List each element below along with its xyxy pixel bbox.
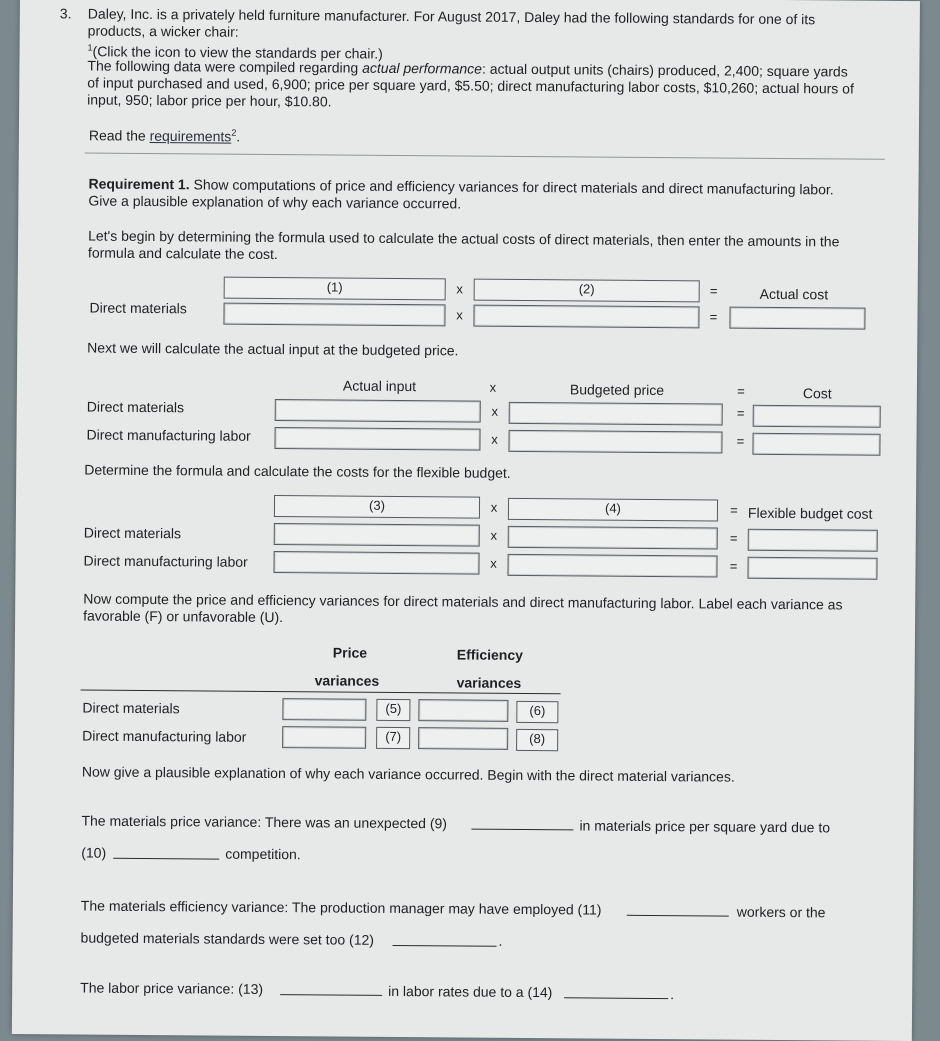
p1-text-d: competition. (225, 845, 301, 863)
p3-text-c: . (670, 986, 675, 1003)
times-sign: x (456, 281, 464, 297)
p2-text-b: workers or the (736, 903, 826, 921)
formula-select-3[interactable]: (3) (274, 495, 480, 519)
read-requirements: Read the requirements$^2$. (88, 127, 241, 145)
blank-9[interactable] (471, 829, 573, 831)
flexible-budget-cost-label: Flexible budget cost (747, 504, 873, 522)
dm-cost-field[interactable] (753, 405, 881, 428)
dm-row-label: Direct materials (83, 524, 182, 542)
times-sign: x (489, 379, 497, 395)
dm-flex-price-field[interactable] (508, 526, 718, 550)
col-price-header-2: variances (314, 672, 380, 689)
dm-actual-price-field[interactable] (473, 305, 699, 329)
worksheet-page (12, 0, 920, 1041)
section5-intro: Now give a plausible explanation of why each variance occurred. Begin with the direct material variances. (81, 763, 735, 785)
requirements-link[interactable]: requirements (149, 127, 232, 145)
equals-sign: = (730, 502, 738, 518)
section3-intro: Determine the formula and calculate the costs for the flexible budget. (84, 461, 511, 481)
equals-sign: = (729, 530, 738, 546)
dml-efficiency-variance-field[interactable] (418, 727, 508, 750)
times-sign: x (491, 403, 499, 419)
equals-sign: = (736, 433, 745, 449)
actual-cost-label: Actual cost (759, 285, 829, 303)
dml-cost-field[interactable] (752, 433, 880, 456)
data-line-1: The following data were compiled regarding actual performance: actual output units (chairs) produced, 2,400; square yards (87, 57, 848, 80)
dm-flex-input-field[interactable] (274, 523, 480, 547)
equals-sign: = (709, 309, 718, 325)
section1-intro-2: formula and calculate the cost. (87, 244, 278, 263)
blank-12[interactable] (393, 945, 497, 947)
requirement-label: Requirement 1. (88, 175, 190, 193)
col-actual-input: Actual input (342, 377, 417, 395)
section4-intro-2: favorable (F) or unfavorable (U). (83, 607, 284, 626)
p3-text-a: The labor price variance: (13) (80, 979, 264, 997)
dml-price-variance-field[interactable] (282, 726, 366, 749)
standards-note: (Click the icon to view the standards per chair.) (92, 43, 383, 62)
times-sign: x (490, 527, 498, 543)
dm-price-fu-select[interactable]: (5) (376, 699, 410, 721)
section2-intro: Next we will calculate the actual input at the budgeted price. (87, 339, 459, 359)
equals-sign: = (729, 558, 738, 574)
col-price-header: Price (332, 644, 368, 661)
section4-intro-1: Now compute the price and efficiency variances for direct materials and direct manufacturing labor. Label each variance as (83, 590, 843, 613)
times-sign: x (490, 555, 497, 571)
data-line-3: input, 950; labor price per hour, $10.80. (87, 91, 332, 110)
p2-text-d: . (498, 932, 503, 949)
requirement-text: Requirement 1. Show computations of price and efficiency variances for direct materials and direct manufacturing labor. (88, 175, 834, 198)
dml-flex-price-field[interactable] (507, 554, 717, 578)
p3-text-b: in labor rates due to a (14) (388, 982, 553, 1001)
col-efficiency-header-2: variances (456, 674, 522, 691)
p1-text-a: The materials price variance: There was an unexpected (9) (81, 812, 448, 832)
formula-select-1[interactable]: (1) (224, 277, 446, 301)
dm-efficiency-fu-select[interactable]: (6) (516, 701, 558, 723)
dm-row-label: Direct materials (89, 299, 187, 317)
blank-10[interactable] (113, 858, 219, 860)
dm-variance-row-label: Direct materials (82, 699, 180, 717)
p1-text-c: (10) (81, 844, 107, 861)
formula-select-4[interactable]: (4) (508, 498, 718, 522)
dm-actual-input-field-2[interactable] (275, 399, 481, 423)
dml-budgeted-price-field[interactable] (508, 430, 722, 454)
dml-variance-row-label: Direct manufacturing labor (82, 727, 247, 745)
dml-actual-input-field[interactable] (274, 427, 480, 451)
blank-13[interactable] (280, 994, 382, 996)
dm-row-label: Direct materials (86, 398, 185, 416)
dm-actual-input-field[interactable] (223, 303, 445, 327)
col-efficiency-header: Efficiency (456, 646, 524, 663)
equals-sign: = (736, 405, 745, 421)
col-cost: Cost (802, 385, 832, 402)
data-line-2: of input purchased and used, 6,900; price per square yard, $5.50; direct manufacturing labor costs, $10,260; actual hours of (87, 74, 854, 97)
requirement-line-2: Give a plausible explanation of why each variance occurred. (88, 192, 462, 212)
p2-text-c: budgeted materials standards were set too (12) (80, 929, 375, 948)
dm-price-variance-field[interactable] (282, 698, 366, 721)
equals-sign: = (737, 383, 745, 399)
dml-price-fu-select[interactable]: (7) (376, 727, 410, 749)
formula-select-2[interactable]: (2) (474, 279, 700, 303)
times-sign: x (490, 499, 498, 515)
p2-text-a: The materials efficiency variance: The production manager may have employed (11) (80, 897, 602, 918)
dml-efficiency-fu-select[interactable]: (8) (516, 729, 558, 751)
equals-sign: = (709, 283, 718, 299)
dm-actual-cost-field[interactable] (729, 307, 865, 330)
blank-14[interactable] (564, 997, 668, 999)
dm-budgeted-price-field[interactable] (509, 402, 723, 426)
question-number: 3. (59, 5, 72, 22)
intro-line-1: Daley, Inc. is a privately held furniture manufacturer. For August 2017, Daley had the following standards for one of its (87, 5, 816, 28)
dml-flex-cost-field[interactable] (747, 557, 877, 580)
col-budgeted-price: Budgeted price (569, 381, 665, 399)
intro-line-2: products, a wicker chair: (87, 22, 239, 40)
dm-flex-cost-field[interactable] (748, 529, 878, 552)
dm-efficiency-variance-field[interactable] (418, 699, 508, 722)
dml-row-label: Direct manufacturing labor (86, 426, 251, 444)
divider (85, 153, 885, 160)
dml-flex-input-field[interactable] (273, 551, 479, 575)
dml-row-label: Direct manufacturing labor (83, 552, 248, 570)
footnote-1: 1 (87, 42, 93, 53)
blank-11[interactable] (627, 915, 729, 917)
times-sign: x (456, 307, 463, 323)
section1-intro-1: Let's begin by determining the formula used to calculate the actual costs of direct materials, then enter the amounts in the (88, 227, 840, 250)
times-sign: x (491, 431, 498, 447)
p1-text-b: in materials price per square yard due to (579, 817, 831, 836)
